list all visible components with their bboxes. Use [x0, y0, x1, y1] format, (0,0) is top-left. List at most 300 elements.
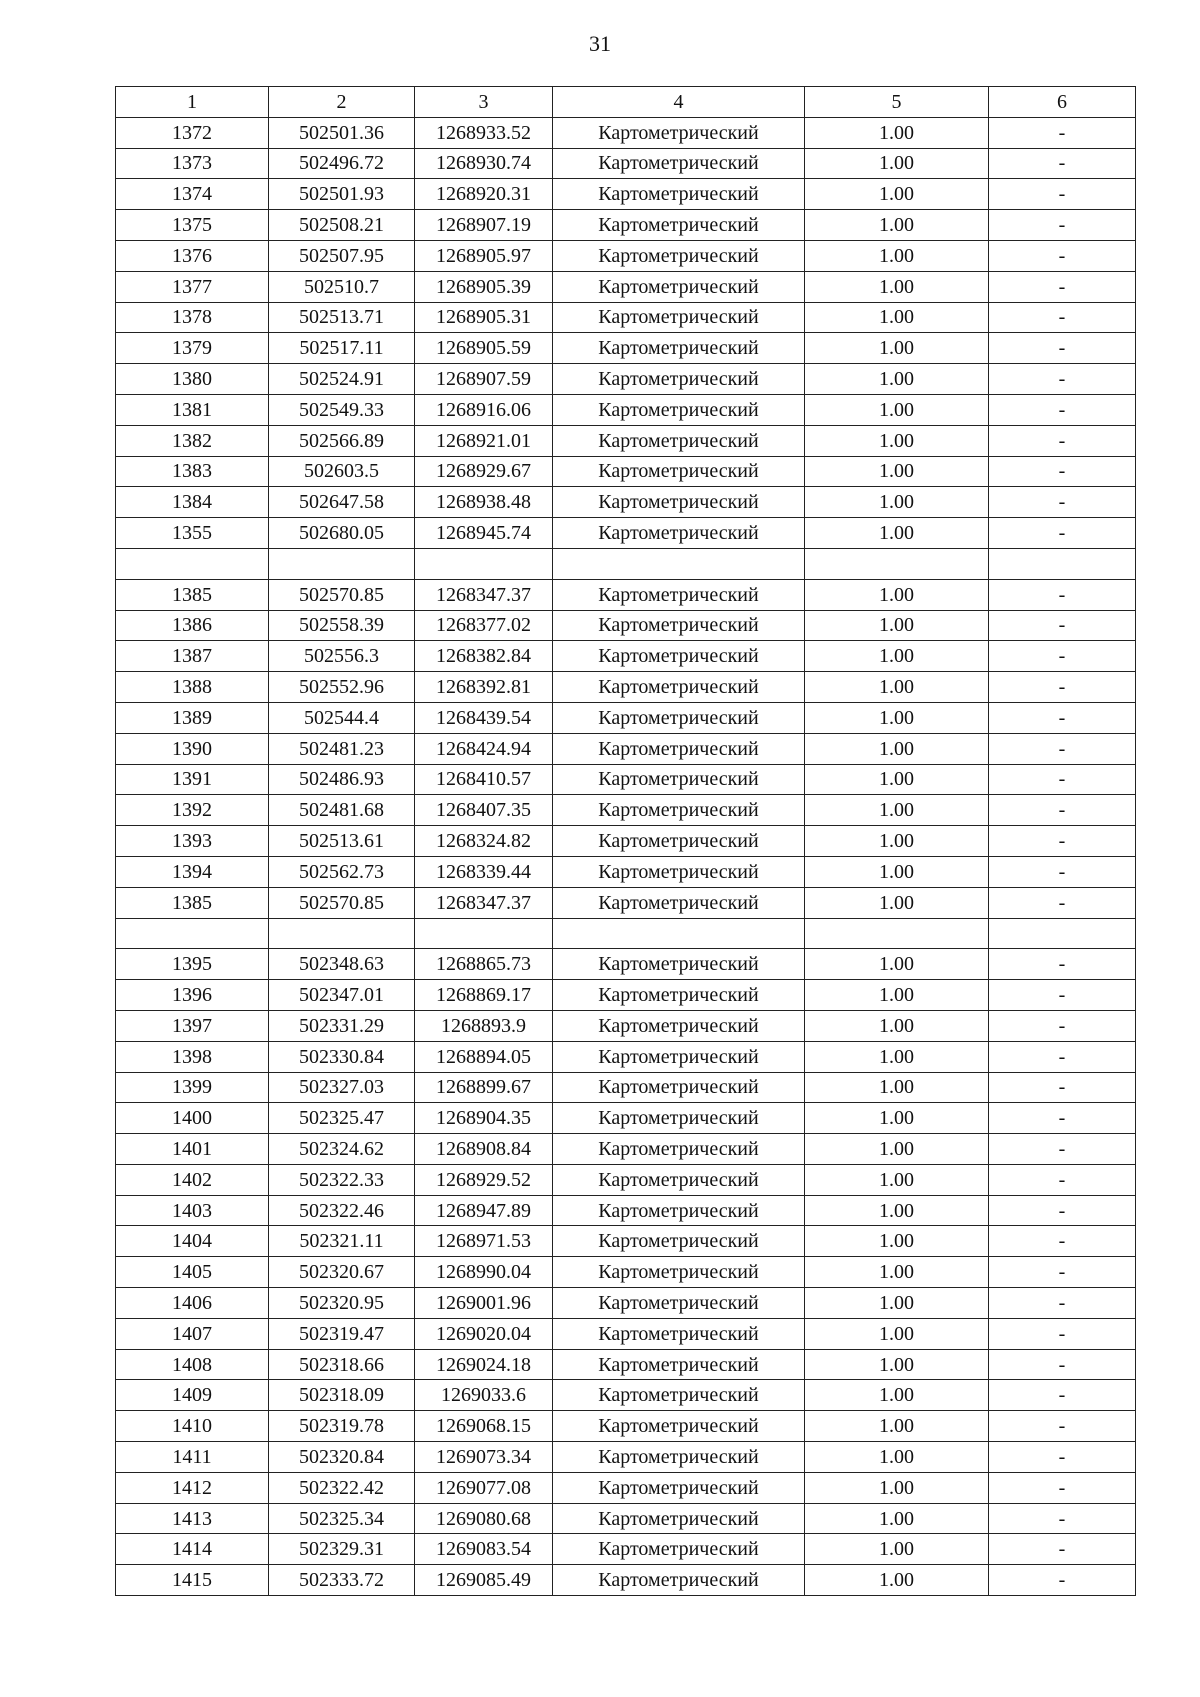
- method-cell: Картометрический: [553, 980, 805, 1011]
- method-cell: Картометрический: [553, 949, 805, 980]
- description-cell: -: [989, 887, 1136, 918]
- accuracy-cell: 1.00: [805, 240, 989, 271]
- accuracy-cell: 1.00: [805, 179, 989, 210]
- point-number-cell: 1396: [116, 980, 269, 1011]
- x-coordinate-cell: 502501.93: [269, 179, 415, 210]
- point-number-cell: [116, 918, 269, 949]
- method-cell: Картометрический: [553, 425, 805, 456]
- accuracy-cell: 1.00: [805, 826, 989, 857]
- y-coordinate-cell: 1269077.08: [415, 1472, 553, 1503]
- y-coordinate-cell: 1268938.48: [415, 487, 553, 518]
- y-coordinate-cell: 1268894.05: [415, 1041, 553, 1072]
- x-coordinate-cell: 502331.29: [269, 1010, 415, 1041]
- table-row: [116, 117, 1136, 148]
- table-row: [116, 364, 1136, 395]
- description-cell: -: [989, 1010, 1136, 1041]
- description-cell: -: [989, 1565, 1136, 1596]
- point-number-cell: 1384: [116, 487, 269, 518]
- x-coordinate-cell: 502347.01: [269, 980, 415, 1011]
- table-row: [116, 610, 1136, 641]
- point-number-cell: 1381: [116, 394, 269, 425]
- accuracy-cell: 1.00: [805, 1010, 989, 1041]
- point-number-cell: 1399: [116, 1072, 269, 1103]
- point-number-cell: 1389: [116, 702, 269, 733]
- accuracy-cell: 1.00: [805, 271, 989, 302]
- x-coordinate-cell: 502549.33: [269, 394, 415, 425]
- point-number-cell: 1393: [116, 826, 269, 857]
- accuracy-cell: 1.00: [805, 1442, 989, 1473]
- table-row: [116, 487, 1136, 518]
- point-number-cell: 1408: [116, 1349, 269, 1380]
- coordinates-table: [115, 86, 1136, 1596]
- y-coordinate-cell: 1268899.67: [415, 1072, 553, 1103]
- method-cell: Картометрический: [553, 1380, 805, 1411]
- y-coordinate-cell: 1269024.18: [415, 1349, 553, 1380]
- table-row: [116, 1226, 1136, 1257]
- point-number-cell: 1378: [116, 302, 269, 333]
- description-cell: -: [989, 579, 1136, 610]
- method-cell: Картометрический: [553, 394, 805, 425]
- table-row: [116, 425, 1136, 456]
- method-cell: Картометрический: [553, 1164, 805, 1195]
- y-coordinate-cell: 1269073.34: [415, 1442, 553, 1473]
- point-number-cell: 1355: [116, 518, 269, 549]
- accuracy-cell: 1.00: [805, 117, 989, 148]
- method-cell: Картометрический: [553, 733, 805, 764]
- table-row: [116, 764, 1136, 795]
- x-coordinate-cell: 502496.72: [269, 148, 415, 179]
- point-number-cell: 1376: [116, 240, 269, 271]
- method-cell: Картометрический: [553, 702, 805, 733]
- x-coordinate-cell: 502552.96: [269, 672, 415, 703]
- method-cell: Картометрический: [553, 672, 805, 703]
- table-row: [116, 394, 1136, 425]
- x-coordinate-cell: 502680.05: [269, 518, 415, 549]
- x-coordinate-cell: 502320.95: [269, 1288, 415, 1319]
- accuracy-cell: 1.00: [805, 364, 989, 395]
- table-row: [116, 518, 1136, 549]
- accuracy-cell: 1.00: [805, 333, 989, 364]
- method-cell: Картометрический: [553, 764, 805, 795]
- point-number-cell: 1402: [116, 1164, 269, 1195]
- accuracy-cell: 1.00: [805, 487, 989, 518]
- table-row: [116, 1411, 1136, 1442]
- point-number-cell: 1406: [116, 1288, 269, 1319]
- description-cell: -: [989, 518, 1136, 549]
- table-row: [116, 179, 1136, 210]
- method-cell: Картометрический: [553, 1103, 805, 1134]
- x-coordinate-cell: 502320.67: [269, 1257, 415, 1288]
- table-row: [116, 302, 1136, 333]
- accuracy-cell: 1.00: [805, 1503, 989, 1534]
- point-number-cell: 1403: [116, 1195, 269, 1226]
- method-cell: Картометрический: [553, 1534, 805, 1565]
- method-cell: Картометрический: [553, 1257, 805, 1288]
- accuracy-cell: 1.00: [805, 1226, 989, 1257]
- accuracy-cell: 1.00: [805, 1380, 989, 1411]
- y-coordinate-cell: 1268905.97: [415, 240, 553, 271]
- accuracy-cell: 1.00: [805, 733, 989, 764]
- y-coordinate-cell: 1268920.31: [415, 179, 553, 210]
- y-coordinate-cell: 1268905.59: [415, 333, 553, 364]
- point-number-cell: 1380: [116, 364, 269, 395]
- point-number-cell: 1382: [116, 425, 269, 456]
- table-row: [116, 579, 1136, 610]
- method-cell: Картометрический: [553, 610, 805, 641]
- accuracy-cell: [805, 918, 989, 949]
- x-coordinate-cell: 502329.31: [269, 1534, 415, 1565]
- table-row: [116, 826, 1136, 857]
- x-coordinate-cell: 502486.93: [269, 764, 415, 795]
- method-cell: Картометрический: [553, 1472, 805, 1503]
- table-row: [116, 1288, 1136, 1319]
- method-cell: Картометрический: [553, 1503, 805, 1534]
- point-number-cell: [116, 548, 269, 579]
- y-coordinate-cell: 1268929.67: [415, 456, 553, 487]
- page-number: 31: [589, 31, 611, 56]
- description-cell: -: [989, 487, 1136, 518]
- point-number-cell: 1404: [116, 1226, 269, 1257]
- description-cell: -: [989, 1472, 1136, 1503]
- x-coordinate-cell: 502481.68: [269, 795, 415, 826]
- x-coordinate-cell: 502558.39: [269, 610, 415, 641]
- point-number-cell: 1373: [116, 148, 269, 179]
- description-cell: -: [989, 764, 1136, 795]
- accuracy-cell: 1.00: [805, 1257, 989, 1288]
- point-number-cell: 1411: [116, 1442, 269, 1473]
- table-row: [116, 1195, 1136, 1226]
- description-cell: -: [989, 1442, 1136, 1473]
- method-cell: Картометрический: [553, 1442, 805, 1473]
- method-cell: Картометрический: [553, 1411, 805, 1442]
- method-cell: Картометрический: [553, 1226, 805, 1257]
- point-number-cell: 1412: [116, 1472, 269, 1503]
- accuracy-cell: 1.00: [805, 425, 989, 456]
- y-coordinate-cell: 1268347.37: [415, 579, 553, 610]
- y-coordinate-cell: 1269068.15: [415, 1411, 553, 1442]
- description-cell: -: [989, 271, 1136, 302]
- method-cell: Картометрический: [553, 179, 805, 210]
- table-row: [116, 795, 1136, 826]
- method-cell: Картометрический: [553, 148, 805, 179]
- x-coordinate-cell: [269, 548, 415, 579]
- x-coordinate-cell: 502318.09: [269, 1380, 415, 1411]
- accuracy-cell: 1.00: [805, 1195, 989, 1226]
- x-coordinate-cell: 502481.23: [269, 733, 415, 764]
- x-coordinate-cell: 502513.71: [269, 302, 415, 333]
- y-coordinate-cell: 1268865.73: [415, 949, 553, 980]
- x-coordinate-cell: 502348.63: [269, 949, 415, 980]
- y-coordinate-cell: 1268392.81: [415, 672, 553, 703]
- y-coordinate-cell: 1269085.49: [415, 1565, 553, 1596]
- x-coordinate-cell: 502517.11: [269, 333, 415, 364]
- method-cell: Картометрический: [553, 240, 805, 271]
- description-cell: -: [989, 672, 1136, 703]
- header-cell-3: 3: [415, 87, 553, 118]
- y-coordinate-cell: 1269020.04: [415, 1318, 553, 1349]
- x-coordinate-cell: 502501.36: [269, 117, 415, 148]
- y-coordinate-cell: 1268907.19: [415, 210, 553, 241]
- point-number-cell: 1385: [116, 579, 269, 610]
- point-number-cell: 1395: [116, 949, 269, 980]
- y-coordinate-cell: 1268916.06: [415, 394, 553, 425]
- description-cell: -: [989, 1134, 1136, 1165]
- table-row: [116, 333, 1136, 364]
- table-row: [116, 641, 1136, 672]
- point-number-cell: 1410: [116, 1411, 269, 1442]
- description-cell: -: [989, 117, 1136, 148]
- accuracy-cell: 1.00: [805, 795, 989, 826]
- description-cell: -: [989, 1318, 1136, 1349]
- description-cell: -: [989, 394, 1136, 425]
- x-coordinate-cell: 502325.47: [269, 1103, 415, 1134]
- table-row: [116, 856, 1136, 887]
- y-coordinate-cell: 1268893.9: [415, 1010, 553, 1041]
- description-cell: -: [989, 210, 1136, 241]
- table-row: [116, 1134, 1136, 1165]
- point-number-cell: 1405: [116, 1257, 269, 1288]
- description-cell: -: [989, 980, 1136, 1011]
- y-coordinate-cell: 1268347.37: [415, 887, 553, 918]
- method-cell: Картометрический: [553, 456, 805, 487]
- description-cell: -: [989, 333, 1136, 364]
- method-cell: Картометрический: [553, 302, 805, 333]
- y-coordinate-cell: 1268439.54: [415, 702, 553, 733]
- accuracy-cell: 1.00: [805, 610, 989, 641]
- x-coordinate-cell: 502508.21: [269, 210, 415, 241]
- accuracy-cell: 1.00: [805, 1164, 989, 1195]
- y-coordinate-cell: 1268971.53: [415, 1226, 553, 1257]
- accuracy-cell: 1.00: [805, 856, 989, 887]
- description-cell: -: [989, 641, 1136, 672]
- table-row: [116, 1318, 1136, 1349]
- point-number-cell: 1407: [116, 1318, 269, 1349]
- point-number-cell: 1383: [116, 456, 269, 487]
- accuracy-cell: 1.00: [805, 672, 989, 703]
- y-coordinate-cell: 1268908.84: [415, 1134, 553, 1165]
- y-coordinate-cell: 1268377.02: [415, 610, 553, 641]
- table-row: [116, 733, 1136, 764]
- description-cell: -: [989, 1164, 1136, 1195]
- accuracy-cell: 1.00: [805, 1318, 989, 1349]
- point-number-cell: 1398: [116, 1041, 269, 1072]
- point-number-cell: 1386: [116, 610, 269, 641]
- description-cell: -: [989, 795, 1136, 826]
- description-cell: -: [989, 1226, 1136, 1257]
- description-cell: -: [989, 1534, 1136, 1565]
- accuracy-cell: 1.00: [805, 1103, 989, 1134]
- point-number-cell: 1392: [116, 795, 269, 826]
- accuracy-cell: 1.00: [805, 1534, 989, 1565]
- point-number-cell: 1377: [116, 271, 269, 302]
- accuracy-cell: 1.00: [805, 1565, 989, 1596]
- description-cell: -: [989, 1288, 1136, 1319]
- x-coordinate-cell: 502647.58: [269, 487, 415, 518]
- y-coordinate-cell: 1268929.52: [415, 1164, 553, 1195]
- description-cell: [989, 548, 1136, 579]
- accuracy-cell: 1.00: [805, 302, 989, 333]
- method-cell: [553, 918, 805, 949]
- method-cell: Картометрический: [553, 1041, 805, 1072]
- method-cell: [553, 548, 805, 579]
- point-number-cell: 1385: [116, 887, 269, 918]
- method-cell: Картометрический: [553, 1349, 805, 1380]
- point-number-cell: 1372: [116, 117, 269, 148]
- method-cell: Картометрический: [553, 1318, 805, 1349]
- description-cell: -: [989, 1072, 1136, 1103]
- x-coordinate-cell: 502320.84: [269, 1442, 415, 1473]
- accuracy-cell: 1.00: [805, 887, 989, 918]
- table-row: [116, 456, 1136, 487]
- method-cell: Картометрический: [553, 641, 805, 672]
- method-cell: Картометрический: [553, 826, 805, 857]
- accuracy-cell: [805, 548, 989, 579]
- description-cell: -: [989, 364, 1136, 395]
- table-row: [116, 702, 1136, 733]
- y-coordinate-cell: 1268905.39: [415, 271, 553, 302]
- table-row: [116, 1380, 1136, 1411]
- table-row: [116, 240, 1136, 271]
- description-cell: -: [989, 1257, 1136, 1288]
- point-number-cell: 1415: [116, 1565, 269, 1596]
- point-number-cell: 1401: [116, 1134, 269, 1165]
- method-cell: Картометрический: [553, 579, 805, 610]
- table-row: [116, 1010, 1136, 1041]
- table-row: [116, 980, 1136, 1011]
- description-cell: -: [989, 456, 1136, 487]
- point-number-cell: 1374: [116, 179, 269, 210]
- table-row-empty: [116, 918, 1136, 949]
- y-coordinate-cell: 1268905.31: [415, 302, 553, 333]
- method-cell: Картометрический: [553, 1288, 805, 1319]
- description-cell: -: [989, 1103, 1136, 1134]
- y-coordinate-cell: 1268990.04: [415, 1257, 553, 1288]
- method-cell: Картометрический: [553, 1565, 805, 1596]
- y-coordinate-cell: 1269001.96: [415, 1288, 553, 1319]
- method-cell: Картометрический: [553, 856, 805, 887]
- x-coordinate-cell: 502322.33: [269, 1164, 415, 1195]
- table-row: [116, 887, 1136, 918]
- point-number-cell: 1413: [116, 1503, 269, 1534]
- description-cell: [989, 918, 1136, 949]
- method-cell: Картометрический: [553, 887, 805, 918]
- accuracy-cell: 1.00: [805, 980, 989, 1011]
- method-cell: Картометрический: [553, 364, 805, 395]
- table-row-empty: [116, 548, 1136, 579]
- point-number-cell: 1388: [116, 672, 269, 703]
- table-row: [116, 210, 1136, 241]
- x-coordinate-cell: 502513.61: [269, 826, 415, 857]
- accuracy-cell: 1.00: [805, 394, 989, 425]
- description-cell: -: [989, 1195, 1136, 1226]
- method-cell: Картометрический: [553, 1195, 805, 1226]
- accuracy-cell: 1.00: [805, 1134, 989, 1165]
- description-cell: -: [989, 148, 1136, 179]
- description-cell: -: [989, 1503, 1136, 1534]
- y-coordinate-cell: 1268945.74: [415, 518, 553, 549]
- y-coordinate-cell: 1268407.35: [415, 795, 553, 826]
- point-number-cell: 1387: [116, 641, 269, 672]
- y-coordinate-cell: 1268424.94: [415, 733, 553, 764]
- x-coordinate-cell: 502319.47: [269, 1318, 415, 1349]
- x-coordinate-cell: 502556.3: [269, 641, 415, 672]
- y-coordinate-cell: 1268410.57: [415, 764, 553, 795]
- x-coordinate-cell: 502507.95: [269, 240, 415, 271]
- table-row: [116, 1103, 1136, 1134]
- x-coordinate-cell: 502319.78: [269, 1411, 415, 1442]
- point-number-cell: 1409: [116, 1380, 269, 1411]
- description-cell: -: [989, 1041, 1136, 1072]
- x-coordinate-cell: 502570.85: [269, 579, 415, 610]
- accuracy-cell: 1.00: [805, 1288, 989, 1319]
- header-cell-4: 4: [553, 87, 805, 118]
- header-cell-6: 6: [989, 87, 1136, 118]
- description-cell: -: [989, 702, 1136, 733]
- method-cell: Картометрический: [553, 1010, 805, 1041]
- method-cell: Картометрический: [553, 487, 805, 518]
- y-coordinate-cell: 1268921.01: [415, 425, 553, 456]
- table-row: [116, 271, 1136, 302]
- x-coordinate-cell: 502324.62: [269, 1134, 415, 1165]
- accuracy-cell: 1.00: [805, 764, 989, 795]
- x-coordinate-cell: 502510.7: [269, 271, 415, 302]
- y-coordinate-cell: [415, 548, 553, 579]
- point-number-cell: 1391: [116, 764, 269, 795]
- description-cell: -: [989, 826, 1136, 857]
- table-row: [116, 949, 1136, 980]
- table-row: [116, 1442, 1136, 1473]
- method-cell: Картометрический: [553, 210, 805, 241]
- description-cell: -: [989, 1380, 1136, 1411]
- x-coordinate-cell: 502566.89: [269, 425, 415, 456]
- x-coordinate-cell: 502570.85: [269, 887, 415, 918]
- accuracy-cell: 1.00: [805, 641, 989, 672]
- table-row: [116, 1349, 1136, 1380]
- description-cell: -: [989, 1349, 1136, 1380]
- y-coordinate-cell: 1269033.6: [415, 1380, 553, 1411]
- header-cell-2: 2: [269, 87, 415, 118]
- method-cell: Картометрический: [553, 271, 805, 302]
- point-number-cell: 1390: [116, 733, 269, 764]
- x-coordinate-cell: 502603.5: [269, 456, 415, 487]
- accuracy-cell: 1.00: [805, 702, 989, 733]
- accuracy-cell: 1.00: [805, 1041, 989, 1072]
- table-row: [116, 1472, 1136, 1503]
- header-row: [116, 87, 1136, 118]
- accuracy-cell: 1.00: [805, 210, 989, 241]
- x-coordinate-cell: 502318.66: [269, 1349, 415, 1380]
- y-coordinate-cell: 1269080.68: [415, 1503, 553, 1534]
- y-coordinate-cell: 1268904.35: [415, 1103, 553, 1134]
- table-row: [116, 1534, 1136, 1565]
- x-coordinate-cell: 502322.42: [269, 1472, 415, 1503]
- x-coordinate-cell: [269, 918, 415, 949]
- description-cell: -: [989, 179, 1136, 210]
- table-header: [116, 87, 1136, 118]
- x-coordinate-cell: 502562.73: [269, 856, 415, 887]
- y-coordinate-cell: 1268930.74: [415, 148, 553, 179]
- description-cell: -: [989, 856, 1136, 887]
- header-cell-5: 5: [805, 87, 989, 118]
- x-coordinate-cell: 502333.72: [269, 1565, 415, 1596]
- point-number-cell: 1379: [116, 333, 269, 364]
- accuracy-cell: 1.00: [805, 1411, 989, 1442]
- accuracy-cell: 1.00: [805, 1472, 989, 1503]
- y-coordinate-cell: [415, 918, 553, 949]
- method-cell: Картометрический: [553, 518, 805, 549]
- y-coordinate-cell: 1268947.89: [415, 1195, 553, 1226]
- x-coordinate-cell: 502322.46: [269, 1195, 415, 1226]
